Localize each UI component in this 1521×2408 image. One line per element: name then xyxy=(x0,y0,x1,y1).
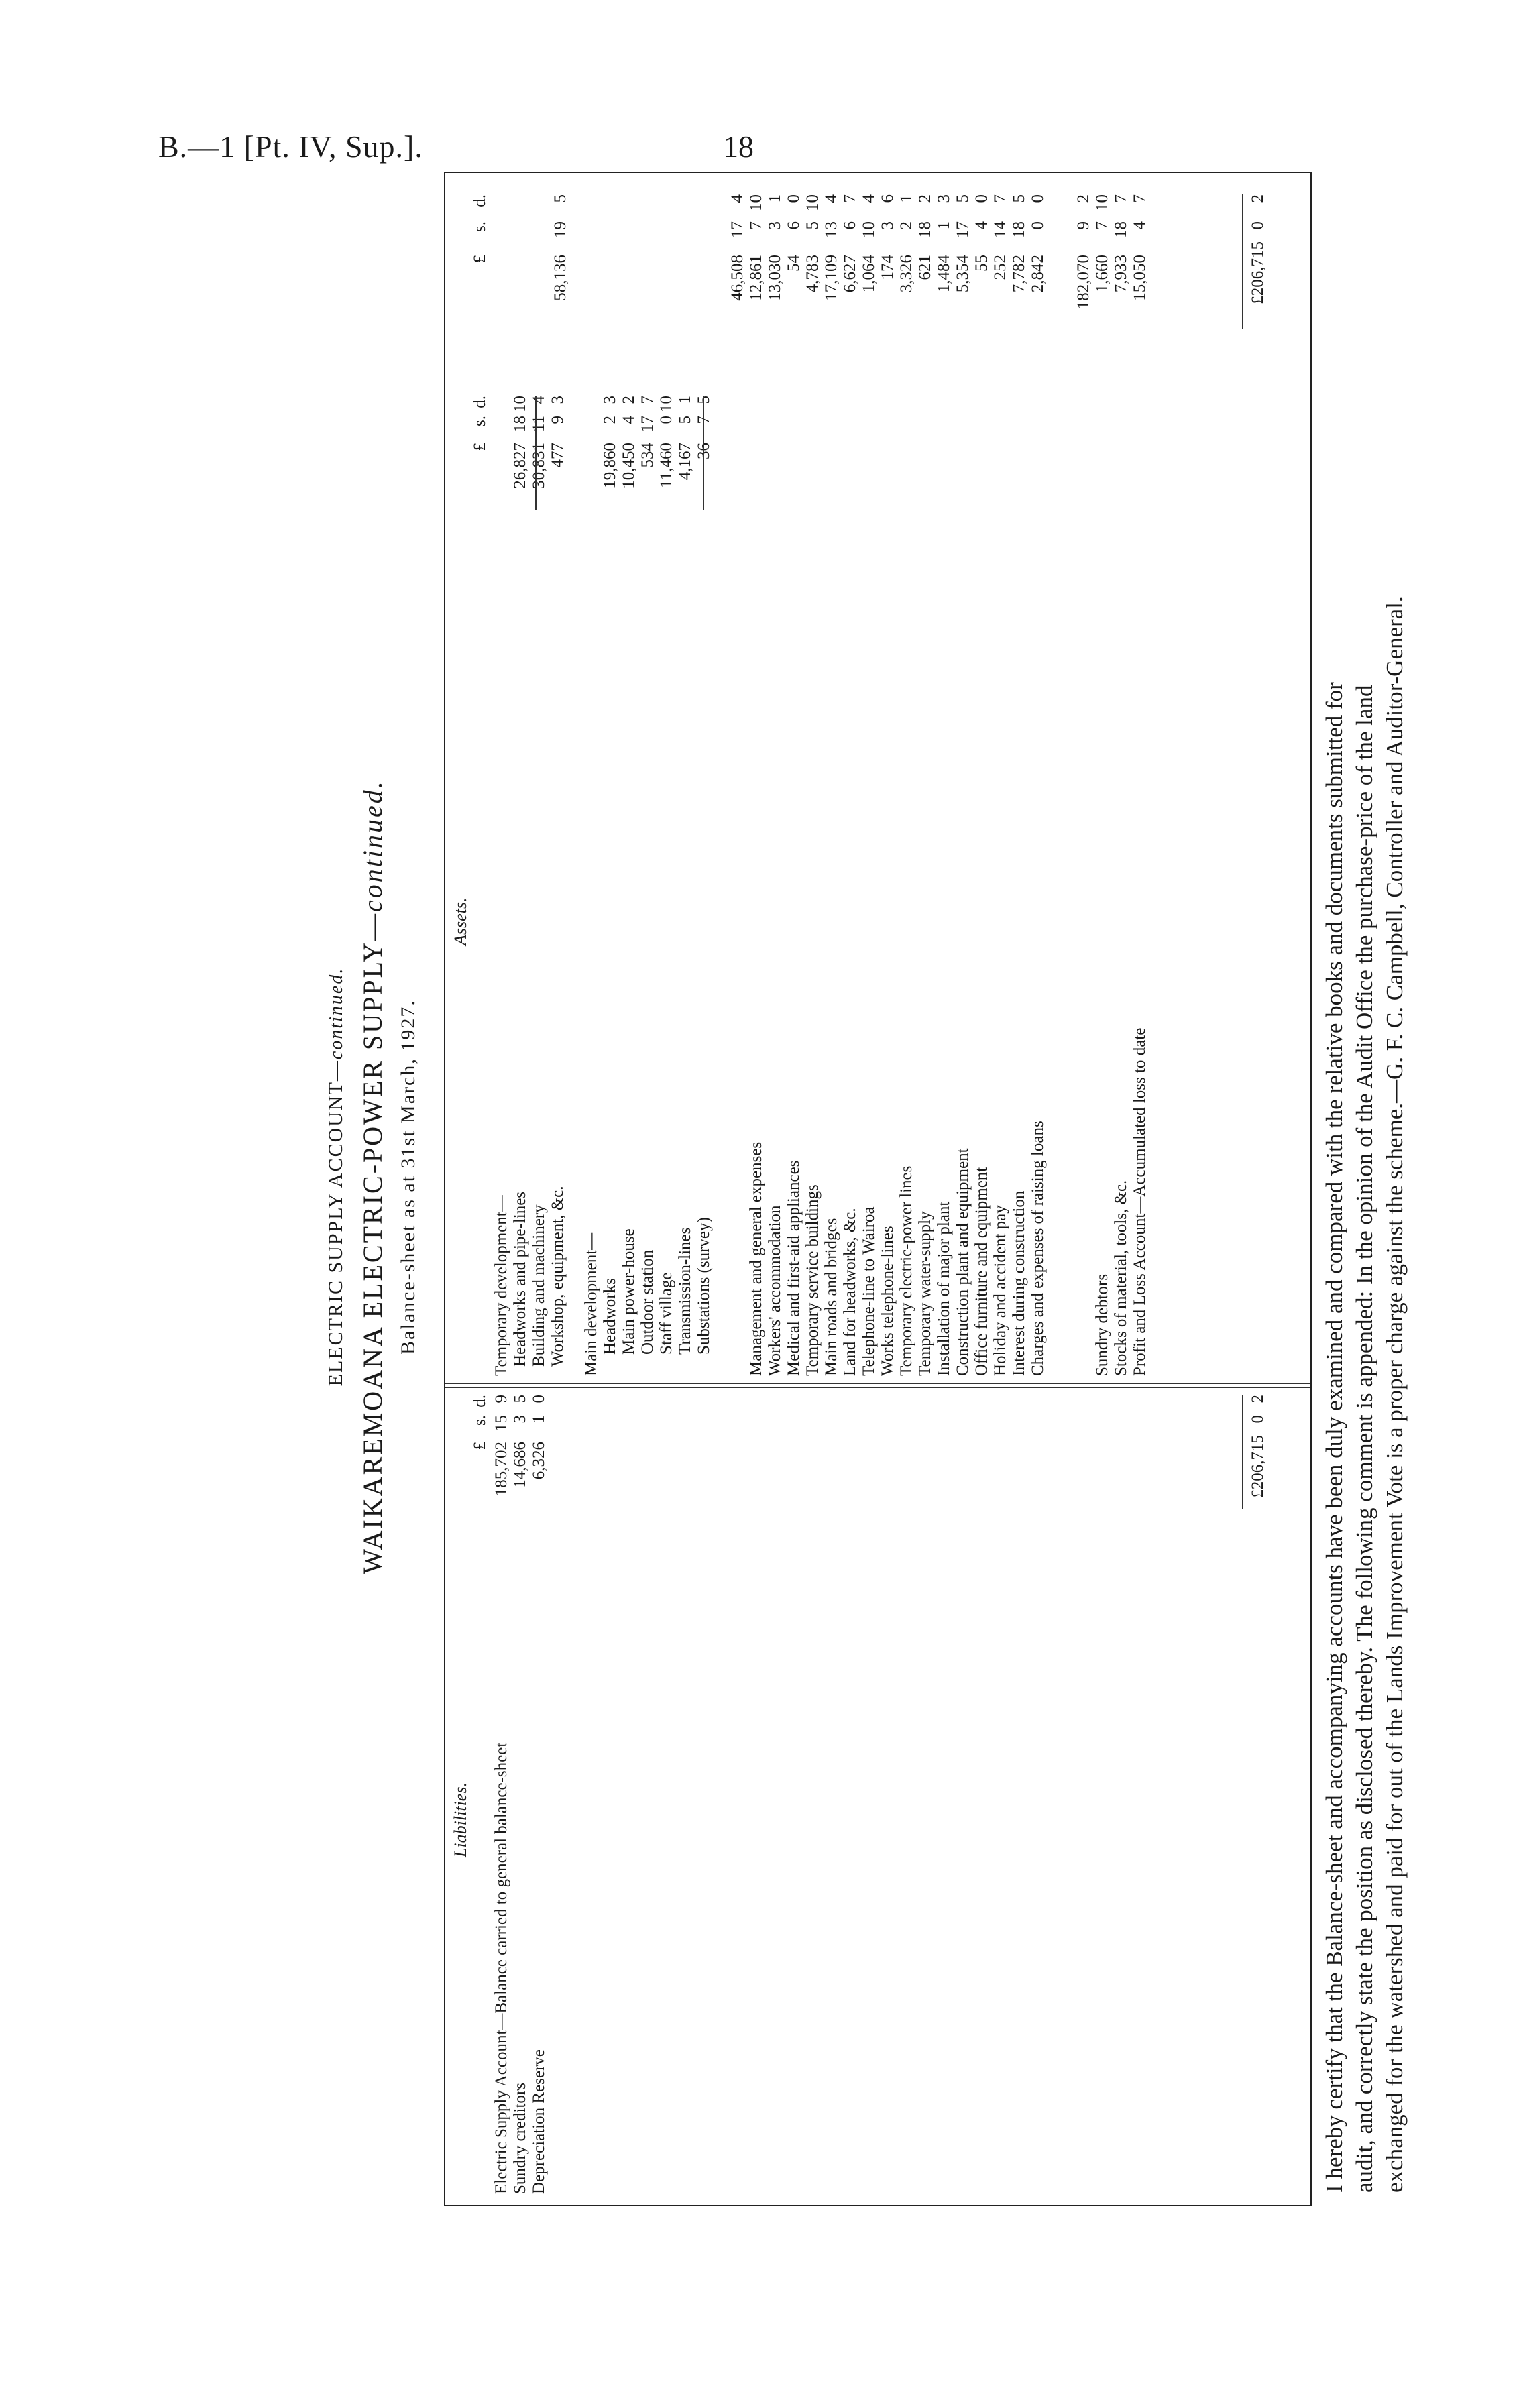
temporary-row-pounds: 477 xyxy=(549,443,567,468)
scheme-title: WAIKAREMOANA ELECTRIC-POWER SUPPLY—continued. xyxy=(357,779,388,1574)
main-row-pence: 10 xyxy=(657,396,675,412)
main-subtotal-shillings: 17 xyxy=(728,221,746,238)
asset-other-row-label: Stocks of material, tools, &c. xyxy=(1112,1180,1130,1376)
asset-item-row xyxy=(785,121,805,2233)
asset-item-row-label: Installation of major plant xyxy=(935,1201,953,1376)
asset-item-row-label: Medical and first-aid appliances xyxy=(785,1160,803,1376)
asset-item-row-pounds: 1,064 xyxy=(860,255,878,293)
main-row-shillings: 5 xyxy=(676,416,694,424)
assets-inner-col-heads: £ s. d. xyxy=(471,396,489,451)
main-row xyxy=(601,121,621,2233)
items-subtotal-pounds: 182,070 xyxy=(1074,255,1092,310)
assets-outer-col-heads: £ s. d. xyxy=(471,194,489,264)
asset-other-row-pounds: 15,050 xyxy=(1131,255,1149,301)
main-subtotal-pence: 4 xyxy=(728,194,746,203)
asset-item-row xyxy=(972,121,993,2233)
main-row-pence: 3 xyxy=(601,396,619,404)
temporary-row xyxy=(530,121,550,2233)
temporary-row-pence: 3 xyxy=(549,396,567,404)
asset-other-row-label: Sundry debtors xyxy=(1093,1273,1111,1376)
certificate-line-3: exchanged for the watershed and paid for out of the Lands Improvement Vote is a proper charge against the scheme.—G. F. C. Campbell, Controller and Auditor-General. xyxy=(1382,596,1408,2193)
main-row xyxy=(676,121,696,2233)
asset-item-row xyxy=(841,121,861,2233)
temporary-row-pence: 4 xyxy=(530,396,548,404)
items-subtotal-pence: 2 xyxy=(1074,194,1092,203)
main-development-heading: Main development— xyxy=(582,1232,600,1376)
main-row-shillings: 4 xyxy=(620,416,638,424)
liabilities-heading: Liabilities. xyxy=(451,1782,470,1857)
asset-item-row-shillings: 18 xyxy=(916,221,934,238)
temporary-subtotal-rule xyxy=(535,396,537,510)
certificate-line-1: I hereby certify that the Balance-sheet and accompanying accounts have been duly examined and compared with the relative books and documents submitted for xyxy=(1321,682,1347,2193)
main-row xyxy=(695,121,715,2233)
asset-item-row-pence: 0 xyxy=(972,194,991,203)
asset-item-row-label: Telephone-line to Wairoa xyxy=(860,1206,878,1376)
main-row xyxy=(657,121,677,2233)
asset-item-row-pence: 4 xyxy=(860,194,878,203)
asset-item-row-label: Interest during construction xyxy=(1010,1190,1028,1376)
asset-item-row-pence: 7 xyxy=(991,194,1009,203)
asset-other-row-shillings: 4 xyxy=(1131,221,1149,230)
asset-item-row-pence: 4 xyxy=(822,194,840,203)
asset-item-row-shillings: 10 xyxy=(860,221,878,238)
page-number: 18 xyxy=(723,129,754,164)
items-subtotal xyxy=(1074,121,1094,2233)
temporary-row-label: Workshop, equipment, &c. xyxy=(549,1186,567,1367)
asset-item-row-pounds: 3,326 xyxy=(897,255,915,293)
asset-item-row-pounds: 5,354 xyxy=(954,255,972,293)
asset-item-row-pence: 5 xyxy=(1010,194,1028,203)
asset-item-row xyxy=(747,121,767,2233)
main-row-pounds: 19,860 xyxy=(601,443,619,489)
asset-item-row-label: Temporary water-supply xyxy=(916,1211,934,1376)
assets-total: £206,715 0 2 xyxy=(1249,194,1267,304)
asset-item-row-pounds: 1,484 xyxy=(935,255,953,293)
liability-row xyxy=(492,121,512,2233)
asset-item-row-shillings: 17 xyxy=(954,221,972,238)
temporary-row-pounds: 26,827 xyxy=(511,443,529,489)
asset-item-row-label: Main roads and bridges xyxy=(822,1218,840,1376)
liability-row-shillings: 15 xyxy=(492,1415,510,1432)
temporary-row-shillings: 11 xyxy=(530,416,548,433)
asset-item-row-pounds: 55 xyxy=(972,255,991,272)
asset-item-row-label: Management and general expenses xyxy=(747,1141,765,1376)
asset-other-row-pence: 7 xyxy=(1131,194,1149,203)
asset-item-row-shillings: 7 xyxy=(747,221,765,230)
asset-item-row-shillings: 14 xyxy=(991,221,1009,238)
liability-row-pounds: 14,686 xyxy=(511,1442,529,1488)
asset-item-row-shillings: 1 xyxy=(935,221,953,230)
liability-row-label: Depreciation Reserve xyxy=(530,2049,548,2194)
asset-item-row-shillings: 2 xyxy=(897,221,915,230)
asset-item-row-pence: 5 xyxy=(954,194,972,203)
asset-other-row-pence: 7 xyxy=(1112,194,1130,203)
temporary-subtotal-shillings: 19 xyxy=(551,221,569,238)
asset-other-row-label: Profit and Loss Account—Accumulated loss to date xyxy=(1131,1027,1149,1376)
main-row-shillings: 17 xyxy=(638,416,657,433)
main-row-label: Headworks xyxy=(601,1278,619,1355)
main-row-label: Main power-house xyxy=(620,1228,638,1355)
main-row-pence: 2 xyxy=(620,396,638,404)
sheet-title: Balance-sheet as at 31st March, 1927. xyxy=(397,999,419,1355)
temporary-row-label: Building and machinery xyxy=(530,1204,548,1367)
asset-item-row-pence: 7 xyxy=(841,194,859,203)
asset-item-row-pounds: 174 xyxy=(879,255,897,280)
asset-other-row-pounds: 7,933 xyxy=(1112,255,1130,293)
main-row-pounds: 534 xyxy=(638,443,657,468)
temporary-subtotal xyxy=(551,121,571,2233)
asset-item-row xyxy=(1010,121,1030,2233)
asset-item-row-label: Temporary service buildings xyxy=(803,1184,822,1376)
asset-item-row-pounds: 252 xyxy=(991,255,1009,280)
asset-other-row-pounds: 1,660 xyxy=(1093,255,1111,293)
main-row-pence: 1 xyxy=(676,396,694,404)
temporary-row-shillings: 18 xyxy=(511,416,529,433)
asset-item-row-pence: 2 xyxy=(916,194,934,203)
asset-item-row-pounds: 2,842 xyxy=(1029,255,1047,293)
asset-item-row xyxy=(860,121,880,2233)
rotated-balance-sheet xyxy=(303,121,1408,2233)
audit-certificate xyxy=(1319,188,1410,2193)
asset-item-row-shillings: 18 xyxy=(1010,221,1028,238)
liability-row-pence: 9 xyxy=(492,1395,510,1403)
asset-item-row-pounds: 6,627 xyxy=(841,255,859,293)
asset-other-row xyxy=(1112,121,1132,2233)
asset-item-row xyxy=(822,121,842,2233)
main-subtotal xyxy=(728,121,748,2233)
asset-item-row xyxy=(1029,121,1049,2233)
main-row-label: Substations (survey) xyxy=(695,1217,713,1355)
asset-item-row-label: Works telephone-lines xyxy=(879,1226,897,1376)
assets-total-rule xyxy=(1242,194,1243,329)
asset-item-row-pence: 1 xyxy=(766,194,784,203)
asset-item-row-label: Land for headworks, &c. xyxy=(841,1208,859,1376)
main-row xyxy=(638,121,659,2233)
liabilities-total: £206,715 0 2 xyxy=(1249,1395,1267,1498)
temporary-subtotal-pence: 5 xyxy=(551,194,569,203)
main-subtotal-pounds: 46,508 xyxy=(728,255,746,301)
asset-item-row-label: Office furniture and equipment xyxy=(972,1167,991,1376)
main-row-pounds: 4,167 xyxy=(676,443,694,481)
asset-item-row xyxy=(935,121,955,2233)
asset-item-row-pence: 10 xyxy=(747,194,765,211)
asset-item-row xyxy=(766,121,786,2233)
main-row-pence: 5 xyxy=(695,396,713,404)
main-row xyxy=(620,121,640,2233)
items-subtotal-shillings: 9 xyxy=(1074,221,1092,230)
asset-item-row-shillings: 6 xyxy=(841,221,859,230)
asset-item-row-pounds: 621 xyxy=(916,255,934,280)
asset-other-row-pence: 10 xyxy=(1093,194,1111,211)
liability-row-pounds: 6,326 xyxy=(530,1442,548,1480)
asset-item-row-label: Workers' accommodation xyxy=(766,1205,784,1376)
asset-item-row xyxy=(879,121,899,2233)
account-title: ELECTRIC SUPPLY ACCOUNT—continued. xyxy=(325,967,347,1387)
asset-item-row-pounds: 17,109 xyxy=(822,255,840,301)
asset-item-row-label: Holiday and accident pay xyxy=(991,1205,1009,1376)
temporary-subtotal-pounds: 58,136 xyxy=(551,255,569,301)
liabilities-col-heads: £ s. d. xyxy=(471,1395,489,1450)
asset-item-row-pence: 0 xyxy=(785,194,803,203)
main-row-pence: 7 xyxy=(638,396,657,404)
liability-row-pounds: 185,702 xyxy=(492,1442,510,1497)
liability-row-shillings: 3 xyxy=(511,1415,529,1424)
temporary-row xyxy=(511,121,531,2233)
asset-other-row-shillings: 7 xyxy=(1093,221,1111,230)
asset-item-row-shillings: 6 xyxy=(785,221,803,230)
asset-item-row-pence: 1 xyxy=(897,194,915,203)
asset-item-row-pounds: 4,783 xyxy=(803,255,822,293)
asset-item-row-label: Charges and expenses of raising loans xyxy=(1029,1121,1047,1376)
asset-item-row-pounds: 54 xyxy=(785,255,803,272)
main-row-label: Staff village xyxy=(657,1272,675,1355)
page-reference: B.—1 [Pt. IV, Sup.]. xyxy=(158,129,423,164)
asset-item-row xyxy=(803,121,824,2233)
main-row-label: Outdoor station xyxy=(638,1249,657,1355)
certificate-line-2: audit, and correctly state the position as disclosed thereby. The following comment is appended: In the opinion of the Audit Office the purchase-price of the land xyxy=(1351,685,1377,2193)
asset-item-row-shillings: 13 xyxy=(822,221,840,238)
temporary-row-pounds: 30,831 xyxy=(530,443,548,489)
asset-item-row-label: Construction plant and equipment xyxy=(954,1148,972,1376)
asset-item-row xyxy=(916,121,936,2233)
asset-other-row xyxy=(1093,121,1113,2233)
asset-item-row-pence: 0 xyxy=(1029,194,1047,203)
asset-item-row-shillings: 3 xyxy=(879,221,897,230)
asset-item-row-pounds: 12,861 xyxy=(747,255,765,301)
asset-item-row-shillings: 4 xyxy=(972,221,991,230)
asset-item-row-label: Temporary electric-power lines xyxy=(897,1165,915,1376)
main-row-label: Transmission-lines xyxy=(676,1227,694,1355)
asset-item-row xyxy=(954,121,974,2233)
asset-item-row-pence: 3 xyxy=(935,194,953,203)
main-row-pounds: 11,460 xyxy=(657,443,675,488)
asset-other-row-shillings: 18 xyxy=(1112,221,1130,238)
temporary-row-shillings: 9 xyxy=(549,416,567,424)
asset-item-row-shillings: 0 xyxy=(1029,221,1047,230)
temporary-development-heading: Temporary development— xyxy=(492,1195,510,1376)
asset-item-row xyxy=(897,121,917,2233)
liability-row-pence: 0 xyxy=(530,1395,548,1403)
temporary-row-pence: 10 xyxy=(511,396,529,412)
asset-item-row-pence: 10 xyxy=(803,194,822,211)
asset-item-row xyxy=(991,121,1011,2233)
asset-item-row-pounds: 13,030 xyxy=(766,255,784,301)
asset-item-row-shillings: 3 xyxy=(766,221,784,230)
liability-row-label: Electric Supply Account—Balance carried to general balance-sheet xyxy=(492,1742,510,2194)
assets-heading: Assets. xyxy=(451,897,470,945)
main-row-pounds: 36 xyxy=(695,443,713,459)
liability-row-label: Sundry creditors xyxy=(511,2083,529,2194)
liability-row-shillings: 1 xyxy=(530,1415,548,1424)
asset-other-row xyxy=(1131,121,1151,2233)
main-row-pounds: 10,450 xyxy=(620,443,638,489)
liabilities-total-rule xyxy=(1242,1395,1243,1509)
main-row-shillings: 2 xyxy=(601,416,619,424)
temporary-row-label: Headworks and pipe-lines xyxy=(511,1191,529,1367)
asset-item-row-shillings: 5 xyxy=(803,221,822,230)
main-row-shillings: 7 xyxy=(695,416,713,424)
main-subtotal-rule xyxy=(703,396,704,510)
asset-item-row-pence: 6 xyxy=(879,194,897,203)
main-row-shillings: 0 xyxy=(657,416,675,424)
asset-item-row-pounds: 7,782 xyxy=(1010,255,1028,293)
liability-row-pence: 5 xyxy=(511,1395,529,1403)
